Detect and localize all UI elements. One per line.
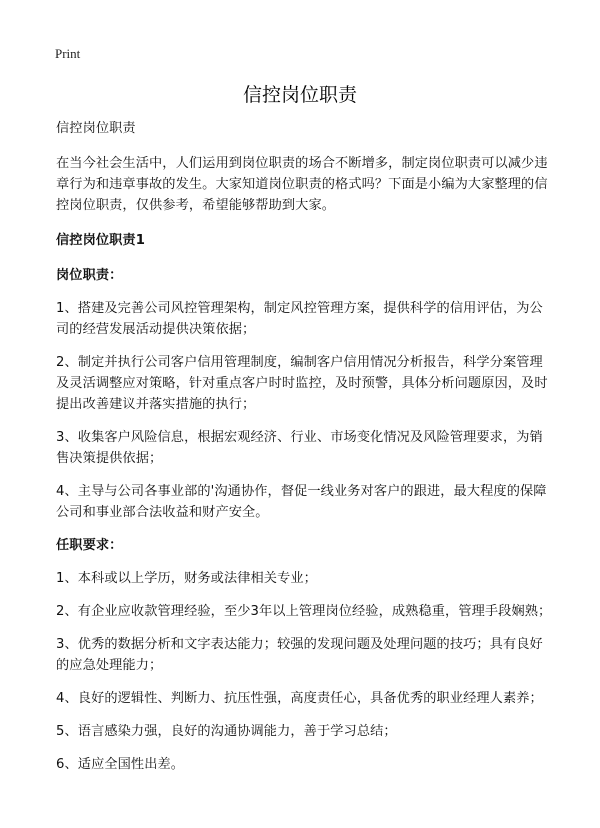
duty-item: 1、搭建及完善公司风控管理架构，制定风控管理方案，提供科学的信用评估，为公司的经营发展活动提供决策依据； (56, 301, 543, 337)
duty-item: 2、制定并执行公司客户信用管理制度，编制客户信用情况分析报告，科学分案管理及灵活调整应对策略，针对重点客户时时监控，及时预警，具体分析问题原因，及时提出改善建议并落实措施的执行； (56, 355, 548, 412)
intro-paragraph: 在当今社会生活中，人们运用到岗位职责的场合不断增多，制定岗位职责可以减少违章行为和违章事故的发生。大家知道岗位职责的格式吗？下面是小编为大家整理的信控岗位职责，仅供参考，希望能够帮助到大家。 (56, 156, 548, 213)
print-link[interactable]: Print (55, 46, 81, 61)
requirement-item: 3、优秀的数据分析和文字表达能力；较强的发现问题及处理问题的技巧；具有良好的应急处理能力； (56, 637, 543, 673)
requirement-item: 6、适应全国性出差。 (56, 757, 185, 772)
requirement-item: 2、有企业应收款管理经验，至少3年以上管理岗位经验，成熟稳重，管理手段娴熟； (56, 604, 552, 619)
duty-item: 4、主导与公司各事业部的'沟通协作，督促一线业务对客户的跟进，最大程度的保障公司和事业部合法收益和财产安全。 (56, 484, 547, 520)
article-subtitle: 信控岗位职责 (56, 121, 136, 136)
requirement-item: 4、良好的逻辑性、判断力、抗压性强，高度责任心，具备优秀的职业经理人素养； (56, 691, 543, 706)
requirement-item: 5、语言感染力强，良好的沟通协调能力，善于学习总结； (56, 724, 397, 739)
requirement-item: 1、本科或以上学历，财务或法律相关专业； (56, 571, 317, 586)
requirements-heading: 任职要求： (56, 538, 123, 553)
article-body (56, 118, 552, 787)
duties-heading: 岗位职责： (56, 268, 123, 283)
duty-item: 3、收集客户风险信息，根据宏观经济、行业、市场变化情况及风险管理要求，为销售决策提供依据； (56, 430, 543, 466)
section-title: 信控岗位职责1 (56, 233, 146, 248)
page-title: 信控岗位职责 (242, 84, 357, 106)
